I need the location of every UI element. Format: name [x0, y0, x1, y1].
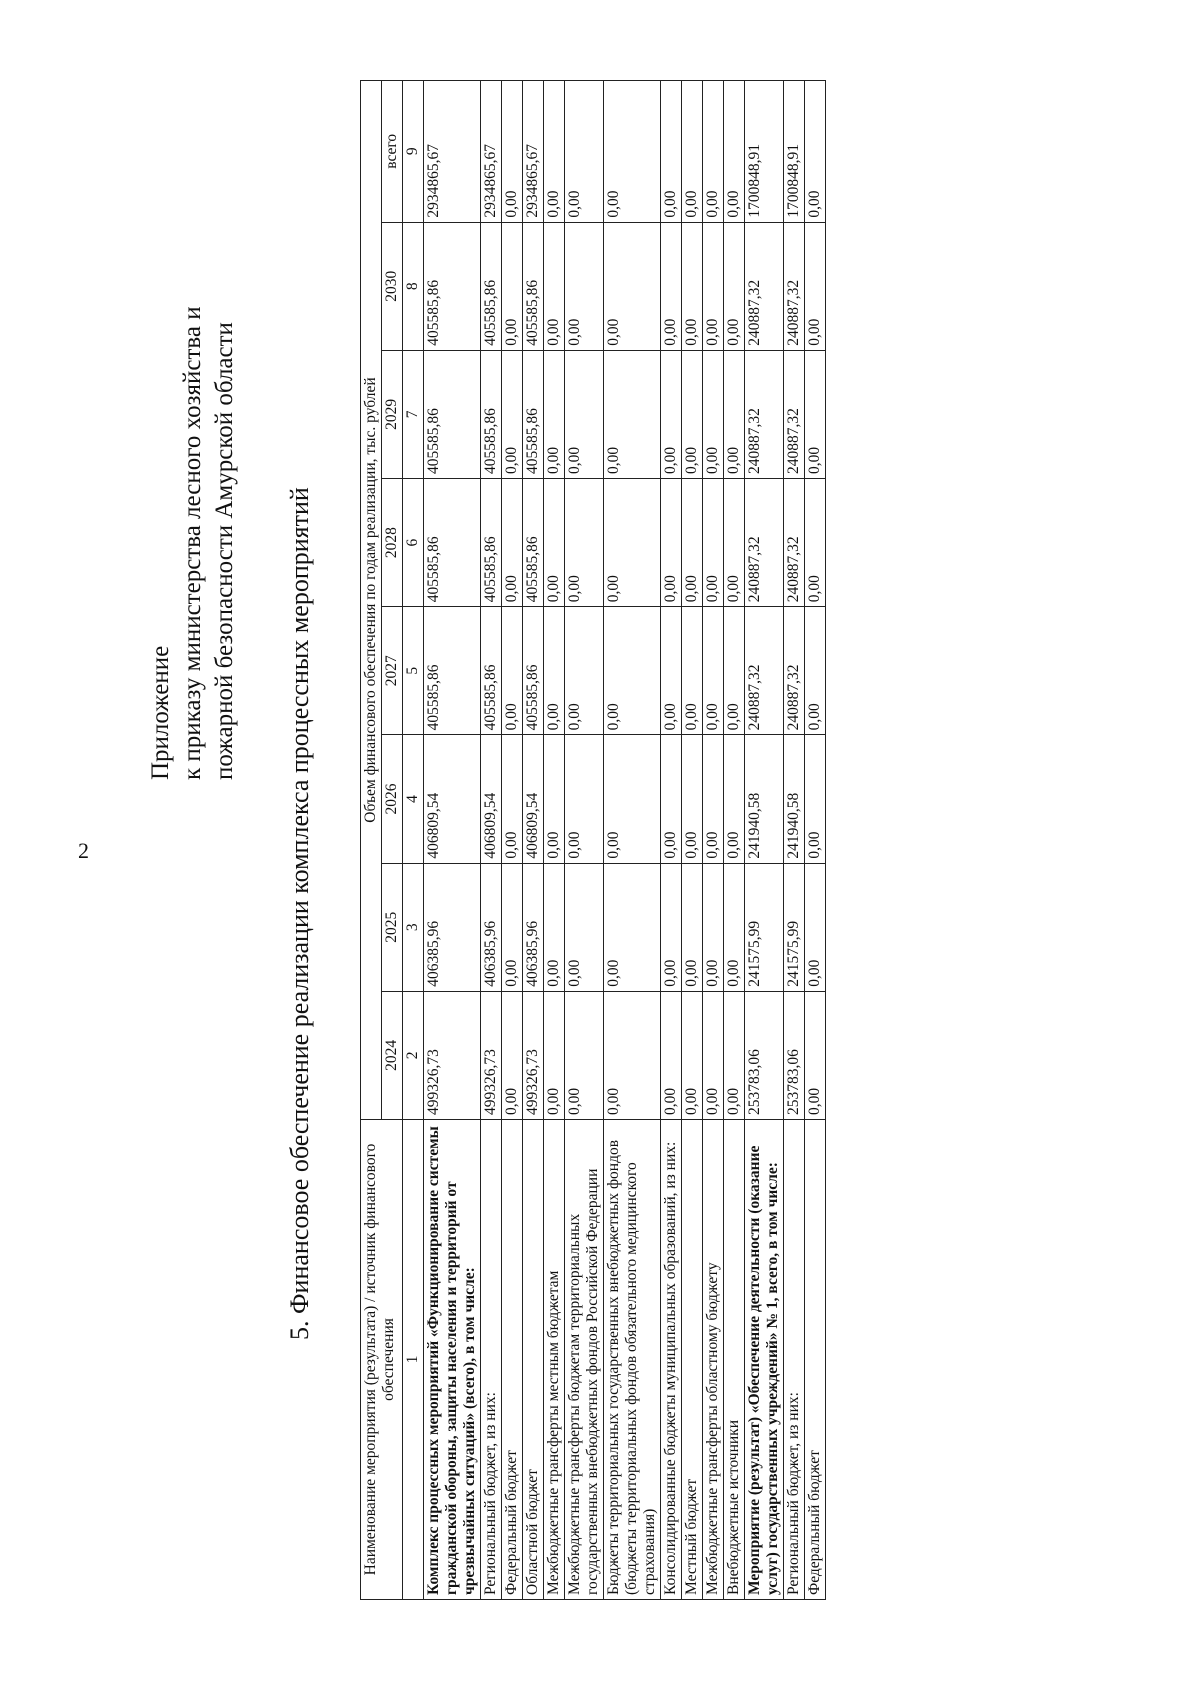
value-cell: 0,00 — [805, 81, 826, 223]
value-cell: 0,00 — [682, 863, 703, 991]
value-cell: 0,00 — [724, 863, 745, 991]
value-cell: 406385,96 — [424, 863, 481, 991]
year-header: 2029 — [382, 350, 403, 478]
value-cell: 0,00 — [682, 222, 703, 350]
value-cell: 0,00 — [502, 607, 523, 735]
value-cell: 0,00 — [682, 735, 703, 863]
value-cell: 0,00 — [502, 81, 523, 223]
value-cell: 0,00 — [544, 81, 565, 223]
value-cell: 405585,86 — [481, 350, 502, 478]
value-cell: 0,00 — [703, 607, 724, 735]
value-cell: 0,00 — [661, 478, 682, 606]
column-number: 7 — [403, 350, 424, 478]
table-row — [661, 81, 682, 1600]
value-cell: 0,00 — [703, 81, 724, 223]
value-cell: 0,00 — [661, 991, 682, 1119]
value-cell: 0,00 — [724, 222, 745, 350]
column-number: 1 — [403, 1120, 424, 1600]
value-cell: 405585,86 — [424, 222, 481, 350]
value-cell: 0,00 — [805, 607, 826, 735]
value-cell: 0,00 — [565, 735, 604, 863]
table-row — [703, 81, 724, 1600]
row-label: Областной бюджет — [523, 1120, 544, 1600]
value-cell: 405585,86 — [424, 607, 481, 735]
table-row — [784, 81, 805, 1600]
row-label: Консолидированные бюджеты муниципальных образований, из них: — [661, 1120, 682, 1600]
section-title: 5. Финансовое обеспечение реализации комплекса процессных мероприятий — [285, 487, 314, 1340]
value-cell: 0,00 — [544, 735, 565, 863]
value-cell: 240887,32 — [745, 607, 784, 735]
value-cell: 0,00 — [724, 478, 745, 606]
value-cell: 0,00 — [544, 863, 565, 991]
column-number: 9 — [403, 81, 424, 223]
column-number: 5 — [403, 607, 424, 735]
value-cell: 0,00 — [604, 478, 661, 606]
value-cell: 0,00 — [502, 350, 523, 478]
value-cell: 405585,86 — [481, 478, 502, 606]
value-cell: 0,00 — [724, 81, 745, 223]
row-label: Мероприятие (результат) «Обеспечение деятельности (оказание услуг) государственных учреждений» № 1, всего, в том числе: — [745, 1120, 784, 1600]
row-label: Межбюджетные трансферты бюджетам территориальных государственных внебюджетных фондов Российской Федерации — [565, 1120, 604, 1600]
value-cell: 0,00 — [502, 735, 523, 863]
value-cell: 0,00 — [703, 222, 724, 350]
value-cell: 499326,73 — [523, 991, 544, 1119]
value-cell: 0,00 — [544, 607, 565, 735]
value-cell: 240887,32 — [745, 222, 784, 350]
col-name-header: Наименование мероприятия (результата) / источник финансового обеспечения — [361, 1120, 403, 1600]
value-cell: 0,00 — [703, 735, 724, 863]
value-cell: 240887,32 — [784, 607, 805, 735]
year-header: 2030 — [382, 222, 403, 350]
year-header: 2025 — [382, 863, 403, 991]
table-row — [565, 81, 604, 1600]
value-cell: 499326,73 — [424, 991, 481, 1119]
value-cell: 406809,54 — [523, 735, 544, 863]
value-cell: 405585,86 — [481, 607, 502, 735]
row-label: Межбюджетные трансферты областному бюджету — [703, 1120, 724, 1600]
value-cell: 405585,86 — [424, 478, 481, 606]
value-cell: 0,00 — [703, 350, 724, 478]
value-cell: 0,00 — [682, 607, 703, 735]
value-cell: 0,00 — [805, 991, 826, 1119]
row-label: Комплекс процессных мероприятий «Функционирование системы гражданской обороны, защиты населения и территорий от чрезвычайных ситуаций» (всего), в том числе: — [424, 1120, 481, 1600]
value-cell: 0,00 — [682, 350, 703, 478]
column-number: 4 — [403, 735, 424, 863]
table-row — [424, 81, 481, 1600]
value-cell: 405585,86 — [523, 222, 544, 350]
table-row — [682, 81, 703, 1600]
year-header: 2027 — [382, 607, 403, 735]
value-cell: 0,00 — [604, 350, 661, 478]
value-cell: 406809,54 — [424, 735, 481, 863]
value-cell: 0,00 — [661, 863, 682, 991]
value-cell: 405585,86 — [481, 222, 502, 350]
value-cell: 1700848,91 — [784, 81, 805, 223]
value-cell: 0,00 — [682, 991, 703, 1119]
value-cell: 2934865,67 — [424, 81, 481, 223]
year-header: всего — [382, 81, 403, 223]
value-cell: 0,00 — [703, 991, 724, 1119]
value-cell: 405585,86 — [523, 350, 544, 478]
value-cell: 0,00 — [565, 607, 604, 735]
value-cell: 0,00 — [682, 478, 703, 606]
year-header: 2026 — [382, 735, 403, 863]
value-cell: 0,00 — [661, 222, 682, 350]
value-cell: 0,00 — [805, 350, 826, 478]
value-cell: 0,00 — [805, 735, 826, 863]
appendix-header — [145, 306, 241, 780]
column-number: 6 — [403, 478, 424, 606]
column-number: 3 — [403, 863, 424, 991]
value-cell: 406385,96 — [523, 863, 544, 991]
value-cell: 0,00 — [502, 478, 523, 606]
table-row — [481, 81, 502, 1600]
value-cell: 0,00 — [604, 222, 661, 350]
value-cell: 0,00 — [544, 222, 565, 350]
row-label: Региональный бюджет, из них: — [481, 1120, 502, 1600]
value-cell: 0,00 — [502, 863, 523, 991]
table-row — [745, 81, 784, 1600]
column-number: 2 — [403, 991, 424, 1119]
table-row — [523, 81, 544, 1600]
page-number: 2 — [78, 838, 89, 863]
value-cell: 0,00 — [544, 478, 565, 606]
value-cell: 0,00 — [805, 863, 826, 991]
appendix-line: Приложение — [147, 645, 174, 780]
table-row — [544, 81, 565, 1600]
value-cell: 0,00 — [661, 350, 682, 478]
appendix-line: к приказу министерства лесного хозяйства и — [179, 306, 206, 780]
value-cell: 0,00 — [565, 350, 604, 478]
value-cell: 241575,99 — [784, 863, 805, 991]
value-cell: 0,00 — [604, 81, 661, 223]
value-cell: 0,00 — [805, 478, 826, 606]
value-cell: 0,00 — [544, 991, 565, 1119]
value-cell: 241575,99 — [745, 863, 784, 991]
value-cell: 0,00 — [544, 350, 565, 478]
value-cell: 405585,86 — [424, 350, 481, 478]
value-cell: 0,00 — [724, 735, 745, 863]
column-number: 8 — [403, 222, 424, 350]
value-cell: 0,00 — [724, 607, 745, 735]
value-cell: 240887,32 — [784, 478, 805, 606]
value-cell: 406385,96 — [481, 863, 502, 991]
value-cell: 240887,32 — [745, 478, 784, 606]
table-row — [724, 81, 745, 1600]
table-row — [502, 81, 523, 1600]
finance-table — [360, 80, 826, 1600]
value-cell: 0,00 — [805, 222, 826, 350]
value-cell: 405585,86 — [523, 478, 544, 606]
value-cell: 253783,06 — [784, 991, 805, 1119]
value-cell: 499326,73 — [481, 991, 502, 1119]
value-cell: 0,00 — [565, 222, 604, 350]
value-cell: 0,00 — [724, 350, 745, 478]
value-cell: 2934865,67 — [523, 81, 544, 223]
value-cell: 406809,54 — [481, 735, 502, 863]
group-header: Объем финансового обеспечения по годам реализации, тыс. рублей — [361, 81, 382, 1120]
value-cell: 0,00 — [502, 991, 523, 1119]
row-label: Местный бюджет — [682, 1120, 703, 1600]
year-header: 2024 — [382, 991, 403, 1119]
row-label: Внебюджетные источники — [724, 1120, 745, 1600]
value-cell: 240887,32 — [784, 350, 805, 478]
value-cell: 0,00 — [565, 991, 604, 1119]
value-cell: 0,00 — [604, 607, 661, 735]
value-cell: 1700848,91 — [745, 81, 784, 223]
table-row — [805, 81, 826, 1600]
value-cell: 0,00 — [682, 81, 703, 223]
row-label: Бюджеты территориальных государственных внебюджетных фондов (бюджеты территориальных фондов обязательного медицинского страхования) — [604, 1120, 661, 1600]
value-cell: 240887,32 — [745, 350, 784, 478]
appendix-line: пожарной безопасности Амурской области — [211, 322, 238, 780]
row-label: Межбюджетные трансферты местным бюджетам — [544, 1120, 565, 1600]
value-cell: 241940,58 — [784, 735, 805, 863]
value-cell: 0,00 — [703, 478, 724, 606]
rotated-page-content — [60, 40, 1140, 1660]
value-cell: 0,00 — [565, 81, 604, 223]
row-label: Региональный бюджет, из них: — [784, 1120, 805, 1600]
row-label: Федеральный бюджет — [502, 1120, 523, 1600]
value-cell: 0,00 — [604, 991, 661, 1119]
value-cell: 0,00 — [703, 863, 724, 991]
table-row — [604, 81, 661, 1600]
value-cell: 0,00 — [604, 863, 661, 991]
value-cell: 241940,58 — [745, 735, 784, 863]
row-label: Федеральный бюджет — [805, 1120, 826, 1600]
value-cell: 0,00 — [604, 735, 661, 863]
value-cell: 253783,06 — [745, 991, 784, 1119]
value-cell: 0,00 — [661, 81, 682, 223]
value-cell: 0,00 — [724, 991, 745, 1119]
value-cell: 0,00 — [502, 222, 523, 350]
value-cell: 0,00 — [565, 478, 604, 606]
value-cell: 2934865,67 — [481, 81, 502, 223]
year-header: 2028 — [382, 478, 403, 606]
value-cell: 0,00 — [661, 607, 682, 735]
value-cell: 240887,32 — [784, 222, 805, 350]
value-cell: 0,00 — [661, 735, 682, 863]
value-cell: 0,00 — [565, 863, 604, 991]
value-cell: 405585,86 — [523, 607, 544, 735]
